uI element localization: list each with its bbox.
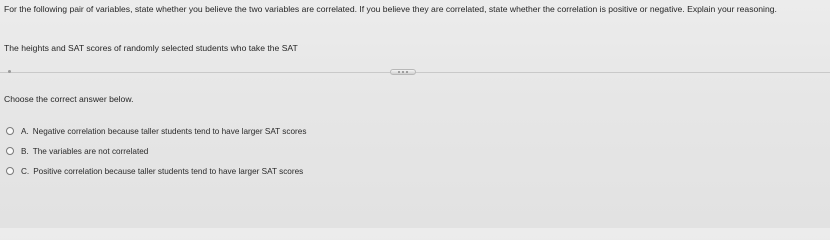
handle-dot-icon: [406, 71, 408, 73]
option-label: The variables are not correlated: [32, 146, 149, 156]
option-letter: B.: [21, 146, 29, 156]
question-text: For the following pair of variables, state whether you believe the two variables are correlated. If you believe they are correlated, state whether the correlation is positive or negative. Explain your reasoning.: [4, 4, 777, 14]
handle-dot-icon: [402, 71, 404, 73]
option-a[interactable]: [6, 121, 306, 141]
handle-dot-icon: [398, 71, 400, 73]
option-letter: C.: [21, 166, 30, 176]
option-label: Negative correlation because taller students tend to have larger SAT scores: [32, 126, 307, 136]
radio-button-icon[interactable]: [6, 127, 14, 135]
option-label: Positive correlation because taller students tend to have larger SAT scores: [33, 166, 304, 176]
context-text: The heights and SAT scores of randomly selected students who take the SAT: [4, 43, 298, 53]
option-b[interactable]: [6, 141, 306, 161]
small-marker: [8, 70, 11, 73]
option-letter: A.: [21, 126, 29, 136]
answer-options: [6, 121, 306, 181]
radio-button-icon[interactable]: [6, 167, 14, 175]
radio-button-icon[interactable]: [6, 147, 14, 155]
divider-handle[interactable]: [390, 69, 416, 75]
option-c[interactable]: [6, 161, 306, 181]
instruction-text: Choose the correct answer below.: [4, 94, 134, 104]
